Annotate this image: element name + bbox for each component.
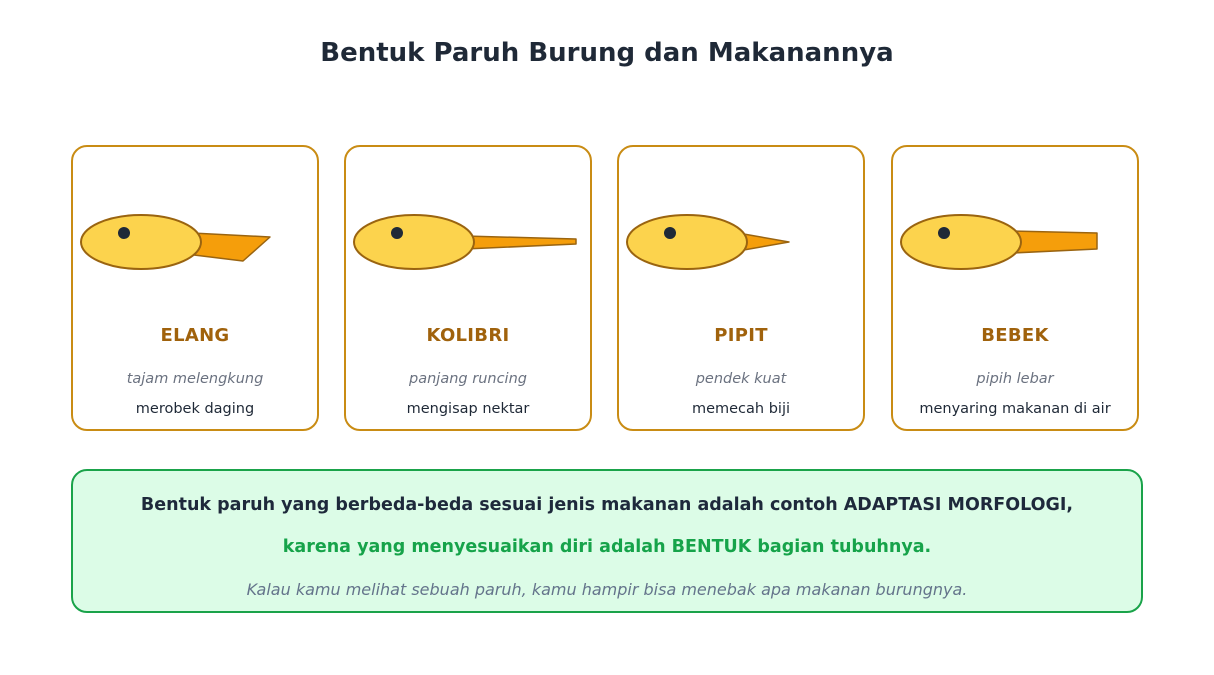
bird-name: KOLIBRI bbox=[426, 325, 510, 346]
bird-name: ELANG bbox=[160, 325, 230, 346]
bird-head-elang-icon bbox=[73, 147, 321, 307]
flat-wide-beak-icon bbox=[1012, 231, 1097, 253]
bird-card-elang bbox=[71, 145, 319, 431]
bird-food: memecah biji bbox=[691, 401, 791, 417]
bird-eye bbox=[391, 227, 403, 239]
bird-name: BEBEK bbox=[981, 325, 1049, 346]
bird-head bbox=[354, 215, 474, 269]
beak-shape: pendek kuat bbox=[695, 371, 787, 387]
bird-eye bbox=[938, 227, 950, 239]
hooked-beak-icon bbox=[192, 233, 270, 261]
bird-card-bebek bbox=[891, 145, 1139, 431]
beak-shape: pipih lebar bbox=[976, 371, 1054, 387]
bird-food: merobek daging bbox=[135, 401, 255, 417]
bird-head bbox=[81, 215, 201, 269]
conclusion-hint: Kalau kamu melihat sebuah paruh, kamu hampir bisa menebak apa makanan burungnya. bbox=[246, 580, 968, 599]
bird-head bbox=[627, 215, 747, 269]
bird-eye bbox=[118, 227, 130, 239]
bird-head-bebek-icon bbox=[893, 147, 1141, 307]
bird-food: mengisap nektar bbox=[406, 401, 530, 417]
bird-card-pipit bbox=[617, 145, 865, 431]
bird-head-kolibri-icon bbox=[346, 147, 594, 307]
conclusion-reason: karena yang menyesuaikan diri adalah BENTUK bagian tubuhnya. bbox=[282, 537, 932, 557]
bird-name: PIPIT bbox=[714, 325, 768, 346]
beak-shape: panjang runcing bbox=[409, 371, 527, 387]
bird-head-pipit-icon bbox=[619, 147, 867, 307]
bird-eye bbox=[664, 227, 676, 239]
conclusion-box bbox=[71, 469, 1143, 613]
conclusion-statement: Bentuk paruh yang berbeda-beda sesuai jenis makanan adalah contoh ADAPTASI MORFOLOGI, bbox=[140, 495, 1074, 515]
page-title: Bentuk Paruh Burung dan Makanannya bbox=[320, 38, 894, 68]
beak-shape: tajam melengkung bbox=[126, 371, 264, 387]
bird-food: menyaring makanan di air bbox=[919, 401, 1111, 417]
bird-head bbox=[901, 215, 1021, 269]
bird-card-kolibri bbox=[344, 145, 592, 431]
long-thin-beak-icon bbox=[465, 236, 576, 249]
